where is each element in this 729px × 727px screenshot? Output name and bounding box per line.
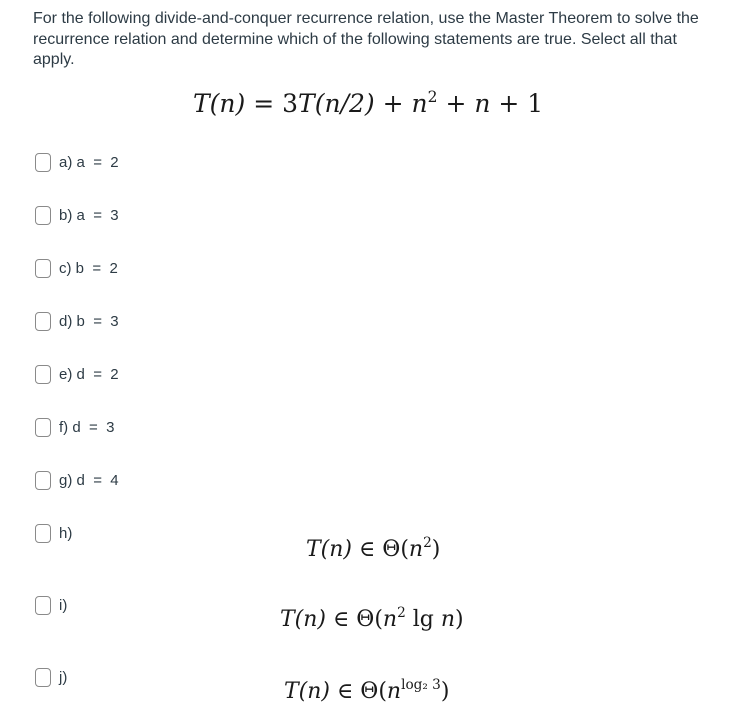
- option-f-label: f): [59, 418, 69, 436]
- option-j-label: j): [59, 668, 68, 686]
- option-b[interactable]: [35, 203, 119, 227]
- option-h-label: h): [59, 524, 73, 542]
- recurrence-n-squared-base: n: [411, 89, 428, 119]
- option-f-text: d = 3: [68, 418, 115, 436]
- option-c[interactable]: [35, 256, 118, 280]
- option-h-lhs: T(n): [306, 536, 353, 562]
- option-i-lg: lg: [405, 606, 441, 632]
- recurrence-constant: 1: [527, 89, 544, 119]
- option-i-base: n: [382, 606, 398, 632]
- option-i-n: n: [440, 606, 456, 632]
- option-h-close: ): [431, 536, 441, 562]
- option-d-label: d): [59, 312, 73, 330]
- option-i-label: i): [59, 596, 68, 614]
- question-text: For the following divide-and-conquer recurrence relation, use the Master Theorem to solve the recurrence relation and determine which of the following statements are true. Select all that apply.: [33, 10, 699, 68]
- option-d[interactable]: [35, 309, 119, 333]
- recurrence-n-term: n: [474, 89, 491, 119]
- option-b-text: a = 3: [72, 206, 119, 224]
- option-j-lhs: T(n): [284, 678, 331, 704]
- option-h[interactable]: [35, 521, 72, 545]
- option-e-label: e): [59, 365, 73, 383]
- option-i-close: ): [455, 606, 464, 632]
- option-i-exp: 2: [397, 605, 406, 621]
- option-j-math: [284, 677, 449, 704]
- option-h-base: n: [408, 536, 424, 562]
- option-d-text: b = 3: [72, 312, 119, 330]
- checkbox-e[interactable]: [35, 365, 51, 384]
- option-g[interactable]: [35, 468, 119, 492]
- option-j-exp: log₂ 3: [401, 677, 441, 693]
- checkbox-a[interactable]: [35, 153, 51, 172]
- option-j-theta: Θ(: [360, 678, 387, 704]
- checkbox-h[interactable]: [35, 524, 51, 543]
- option-f[interactable]: [35, 415, 114, 439]
- checkbox-i[interactable]: [35, 596, 51, 615]
- option-c-label: c): [59, 259, 72, 277]
- option-h-in: ∈: [352, 536, 383, 562]
- option-a-label: a): [59, 153, 73, 171]
- option-i-lhs: T(n): [280, 606, 327, 632]
- recurrence-equals: =: [245, 89, 283, 119]
- option-j[interactable]: [35, 665, 67, 689]
- option-j-in: ∈: [330, 678, 361, 704]
- option-h-math: [306, 535, 440, 562]
- option-a-text: a = 2: [72, 153, 119, 171]
- option-g-text: d = 4: [72, 471, 119, 489]
- option-e-text: d = 2: [72, 365, 119, 383]
- option-i[interactable]: [35, 593, 67, 617]
- recurrence-call: T(n/2): [298, 89, 375, 119]
- recurrence-lhs: T(n): [193, 89, 246, 119]
- option-c-text: b = 2: [71, 259, 118, 277]
- recurrence-plus-3: +: [490, 89, 528, 119]
- option-i-math: [280, 605, 464, 632]
- recurrence-coef: 3: [282, 89, 299, 119]
- option-j-base: n: [386, 678, 402, 704]
- checkbox-d[interactable]: [35, 312, 51, 331]
- recurrence-n-squared-exp: 2: [427, 88, 438, 106]
- option-j-close: ): [440, 678, 450, 704]
- checkbox-f[interactable]: [35, 418, 51, 437]
- option-i-in: ∈: [326, 606, 357, 632]
- option-b-label: b): [59, 206, 73, 224]
- option-i-theta: Θ(: [356, 606, 383, 632]
- option-a[interactable]: [35, 150, 119, 174]
- option-e[interactable]: [35, 362, 119, 386]
- checkbox-j[interactable]: [35, 668, 51, 687]
- option-h-exp: 2: [423, 535, 432, 551]
- option-g-label: g): [59, 471, 73, 489]
- checkbox-c[interactable]: [35, 259, 51, 278]
- recurrence-equation: [193, 88, 543, 118]
- checkbox-g[interactable]: [35, 471, 51, 490]
- recurrence-plus-2: +: [437, 89, 475, 119]
- checkbox-b[interactable]: [35, 206, 51, 225]
- recurrence-plus-1: +: [374, 89, 412, 119]
- option-h-theta: Θ(: [382, 536, 409, 562]
